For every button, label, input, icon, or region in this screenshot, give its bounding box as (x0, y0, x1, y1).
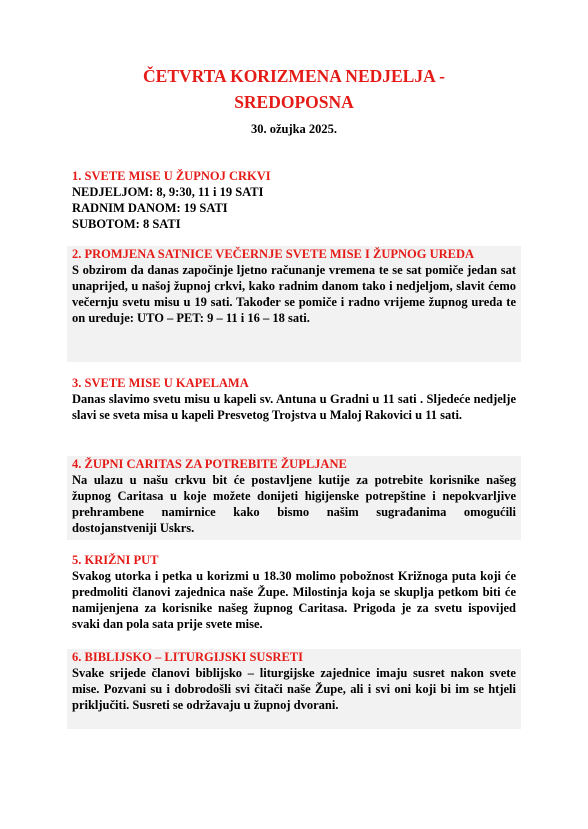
section-caritas (67, 456, 521, 540)
page-title (80, 63, 508, 115)
schedule-line: SUBOTOM: 8 SATI (72, 217, 181, 231)
section-heading: 6. BIBLIJSKO – LITURGIJSKI SUSRETI (72, 650, 303, 664)
section-body: Na ulazu u našu crkvu bit će postavljene kutije za potrebite korisnike našeg župnog Caritasa u koje možete donijeti higijenske potrepštine i nepokvarljive prehrambene namirnice kako bismo našim sugrađanima omogućili dostojanstveniji Uskrs. (72, 473, 516, 535)
title-line-2: SREDOPOSNA (234, 92, 354, 112)
section-heading: 5. KRIŽNI PUT (72, 553, 159, 567)
section-way-of-cross (67, 552, 521, 632)
schedule-line: RADNIM DANOM: 19 SATI (72, 201, 228, 215)
section-body: Danas slavimo svetu misu u kapeli sv. Antuna u Gradni u 11 sati . Sljedeće nedjelje slavi se sveta misa u kapeli Presvetog Trojstva u Maloj Rakovici u 11 sati. (72, 392, 516, 422)
section-body: S obzirom da danas započinje ljetno računanje vremena te se sat pomiče jedan sat unaprijed, u našoj župnoj crkvi, kako radnim danom tako i nedjeljom, slavit ćemo večernju svetu misu u 19 sati. Također se pomiče i radno vrijeme župnog ureda te on ureduje: UTO – PET: 9 – 11 i 16 – 18 sati. (72, 263, 516, 325)
section-biblical-meetings (67, 649, 521, 729)
section-masses-parish (67, 168, 521, 232)
section-heading: 3. SVETE MISE U KAPELAMA (72, 376, 249, 390)
section-schedule-change (67, 246, 521, 362)
section-body: Svake srijede članovi biblijsko – liturgijske zajednice imaju susret nakon svete mise. Pozvani su i dobrodošli svi čitači naše Župe, ali i svi oni koji bi im se htjeli priključiti. Susreti se održavaju u župnoj dvorani. (72, 666, 516, 712)
page-date: 30. ožujka 2025. (250, 122, 338, 136)
section-body: Svakog utorka i petka u korizmi u 18.30 molimo pobožnost Križnoga puta koji će predmoliti članovi zajednica naše Župe. Milostinja koja se skuplja petkom biti će namijenjena za korisnike našeg župnog Caritasa. Prigoda je za svetu ispovijed svaki dan pola sata prije svete mise. (72, 569, 516, 631)
title-line-1: ČETVRTA KORIZMENA NEDJELJA - (143, 66, 445, 86)
section-heading: 4. ŽUPNI CARITAS ZA POTREBITE ŽUPLJANE (72, 457, 347, 471)
section-heading: 2. PROMJENA SATNICE VEČERNJE SVETE MISE I ŽUPNOG UREDA (72, 247, 475, 261)
section-heading: 1. SVETE MISE U ŽUPNOJ CRKVI (72, 169, 271, 183)
schedule-line: NEDJELJOM: 8, 9:30, 11 i 19 SATI (72, 185, 264, 199)
section-chapels (67, 375, 521, 423)
